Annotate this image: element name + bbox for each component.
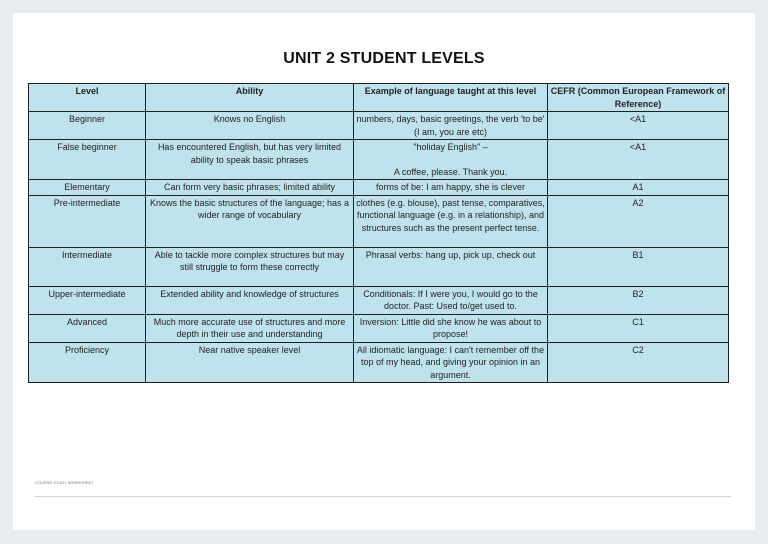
- header-cefr: CEFR (Common European Framework of Reference): [548, 84, 729, 112]
- cell-example: Conditionals: If I were you, I would go to the doctor. Past: Used to/get used to.: [354, 286, 548, 314]
- page-title: UNIT 2 STUDENT LEVELS: [283, 50, 485, 67]
- cell-example: [354, 140, 548, 180]
- cell-cefr: C2: [548, 342, 729, 383]
- cell-cefr: <A1: [548, 140, 729, 180]
- cell-cefr: B1: [548, 247, 729, 286]
- student-levels-table: [28, 83, 729, 383]
- table-row: [29, 286, 729, 314]
- cell-level: Advanced: [29, 314, 146, 342]
- table-row: [29, 247, 729, 286]
- table-row: [29, 140, 729, 180]
- cell-level: Beginner: [29, 112, 146, 140]
- example-extra-text: A coffee, please. Thank you.: [393, 166, 508, 177]
- header-ability: Ability: [146, 84, 354, 112]
- footer-divider: [35, 496, 731, 497]
- cell-ability: Knows no English: [146, 112, 354, 140]
- cell-ability: Near native speaker level: [146, 342, 354, 383]
- cell-ability: Has encountered English, but has very limited ability to speak basic phrases: [146, 140, 354, 180]
- header-example: Example of language taught at this level: [354, 84, 548, 112]
- cell-example: forms of be: I am happy, she is clever: [354, 180, 548, 196]
- cell-cefr: A2: [548, 195, 729, 247]
- cell-level: Upper-intermediate: [29, 286, 146, 314]
- example-text: "holiday English" –: [413, 142, 488, 152]
- header-level: Level: [29, 84, 146, 112]
- cell-ability: Can form very basic phrases; limited ability: [146, 180, 354, 196]
- table-row: [29, 180, 729, 196]
- cell-ability: Able to tackle more complex structures but may still struggle to form these correctly: [146, 247, 354, 286]
- table-row: [29, 112, 729, 140]
- cell-level: False beginner: [29, 140, 146, 180]
- table-row: [29, 314, 729, 342]
- cell-level: Proficiency: [29, 342, 146, 383]
- cell-level: Elementary: [29, 180, 146, 196]
- cell-example: All idiomatic language: I can't remember off the top of my head, and giving your opinion in an argument.: [354, 342, 548, 383]
- cell-level: Intermediate: [29, 247, 146, 286]
- cell-example: Phrasal verbs: hang up, pick up, check out: [354, 247, 548, 286]
- cell-ability: Much more accurate use of structures and more depth in their use and understanding: [146, 314, 354, 342]
- cell-example: Inversion: Little did she know he was about to propose!: [354, 314, 548, 342]
- cell-example: clothes (e.g. blouse), past tense, comparatives, functional language (e.g. in a relationship), and structures such as the present perfect tense.: [354, 195, 548, 247]
- cell-level: Pre-intermediate: [29, 195, 146, 247]
- cell-cefr: A1: [548, 180, 729, 196]
- cell-example: numbers, days, basic greetings, the verb 'to be' (I am, you are etc): [354, 112, 548, 140]
- table-row: [29, 342, 729, 383]
- cell-cefr: C1: [548, 314, 729, 342]
- cell-cefr: B2: [548, 286, 729, 314]
- footer-label: COURSE STUDY WORKSHEET: [35, 480, 94, 485]
- table-row: [29, 195, 729, 247]
- cell-ability: Knows the basic structures of the language; has a wider range of vocabulary: [146, 195, 354, 247]
- cell-cefr: <A1: [548, 112, 729, 140]
- document-page: [13, 13, 755, 530]
- table-header-row: [29, 84, 729, 112]
- cell-ability: Extended ability and knowledge of structures: [146, 286, 354, 314]
